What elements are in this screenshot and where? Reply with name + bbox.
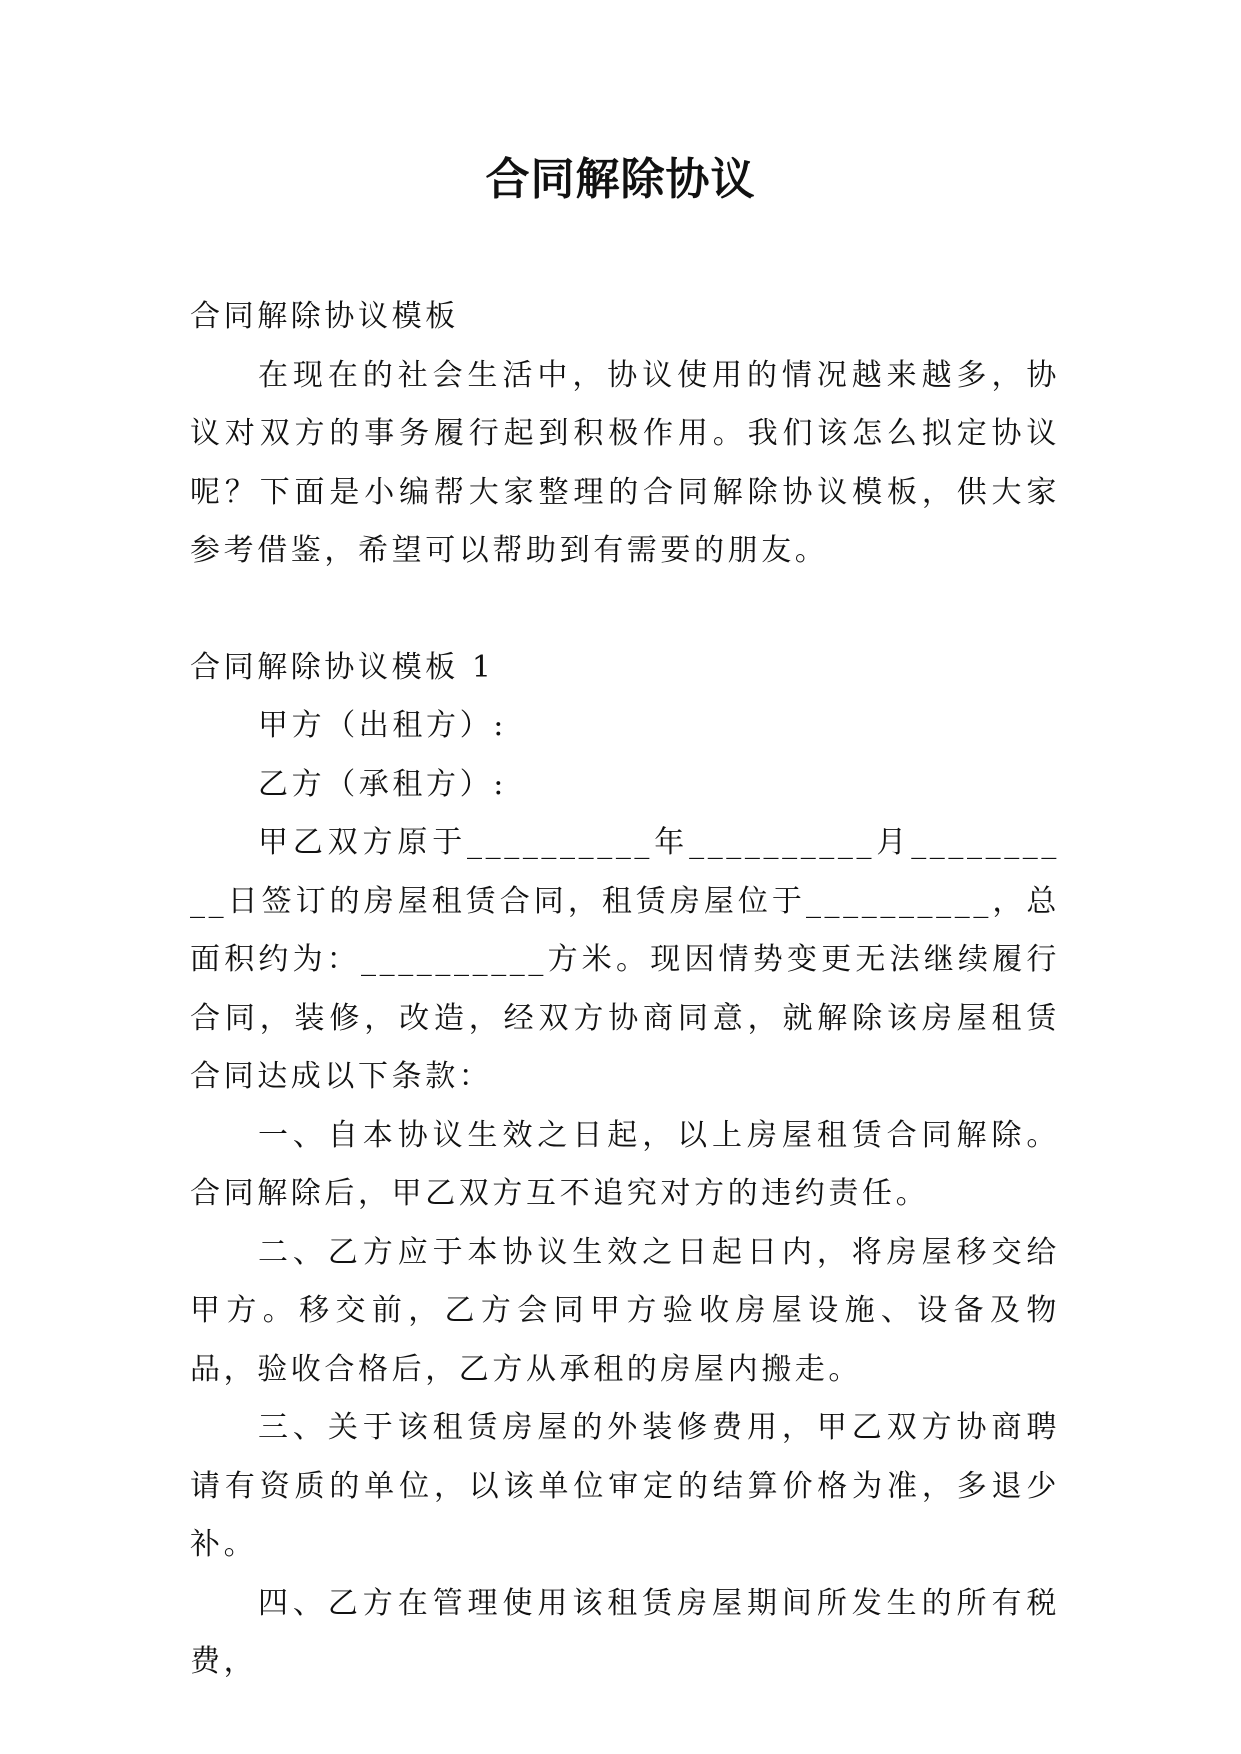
party-b-line: 乙方（承租方）: [258, 766, 507, 802]
original-contract-paragraph: 甲乙双方原于__________年__________月__________日签订的房屋租赁合同，租赁房屋位于__________，总面积约为：__________方米。现因情势变更无法继续履行合同，装修，改造，经双方协商同意，就解除该房屋租赁合同达成以下条款： [190, 825, 1060, 1094]
clause-4: 四、乙方在管理使用该租赁房屋期间所发生的所有税费， [190, 1585, 1060, 1679]
party-a-line: 甲方（出租方）: [258, 708, 507, 743]
document-title: 合同解除协议 [485, 154, 756, 205]
clause-3: 三、关于该租赁房屋的外装修费用，甲乙双方协商聘请有资质的单位，以该单位审定的结算价格为准，多退少补。 [190, 1410, 1060, 1562]
paragraph-gap [190, 581, 1060, 639]
intro-paragraph: 在现在的社会生活中，协议使用的情况越来越多，协议对双方的事务履行起到积极作用。我们该怎么拟定协议呢？下面是小编帮大家整理的合同解除协议模板，供大家参考借鉴，希望可以帮助到有需要的朋友。 [190, 357, 1060, 568]
section-title: 合同解除协议模板 1 [190, 649, 495, 685]
clause-2: 二、乙方应于本协议生效之日起日内，将房屋移交给甲方。移交前，乙方会同甲方验收房屋设施、设备及物品，验收合格后，乙方从承租的房屋内搬走。 [190, 1234, 1060, 1387]
subtitle: 合同解除协议模板 [190, 299, 459, 334]
clause-1: 一、自本协议生效之日起，以上房屋租赁合同解除。合同解除后，甲乙双方互不追究对方的违约责任。 [190, 1117, 1060, 1211]
document-body [190, 288, 1060, 1692]
